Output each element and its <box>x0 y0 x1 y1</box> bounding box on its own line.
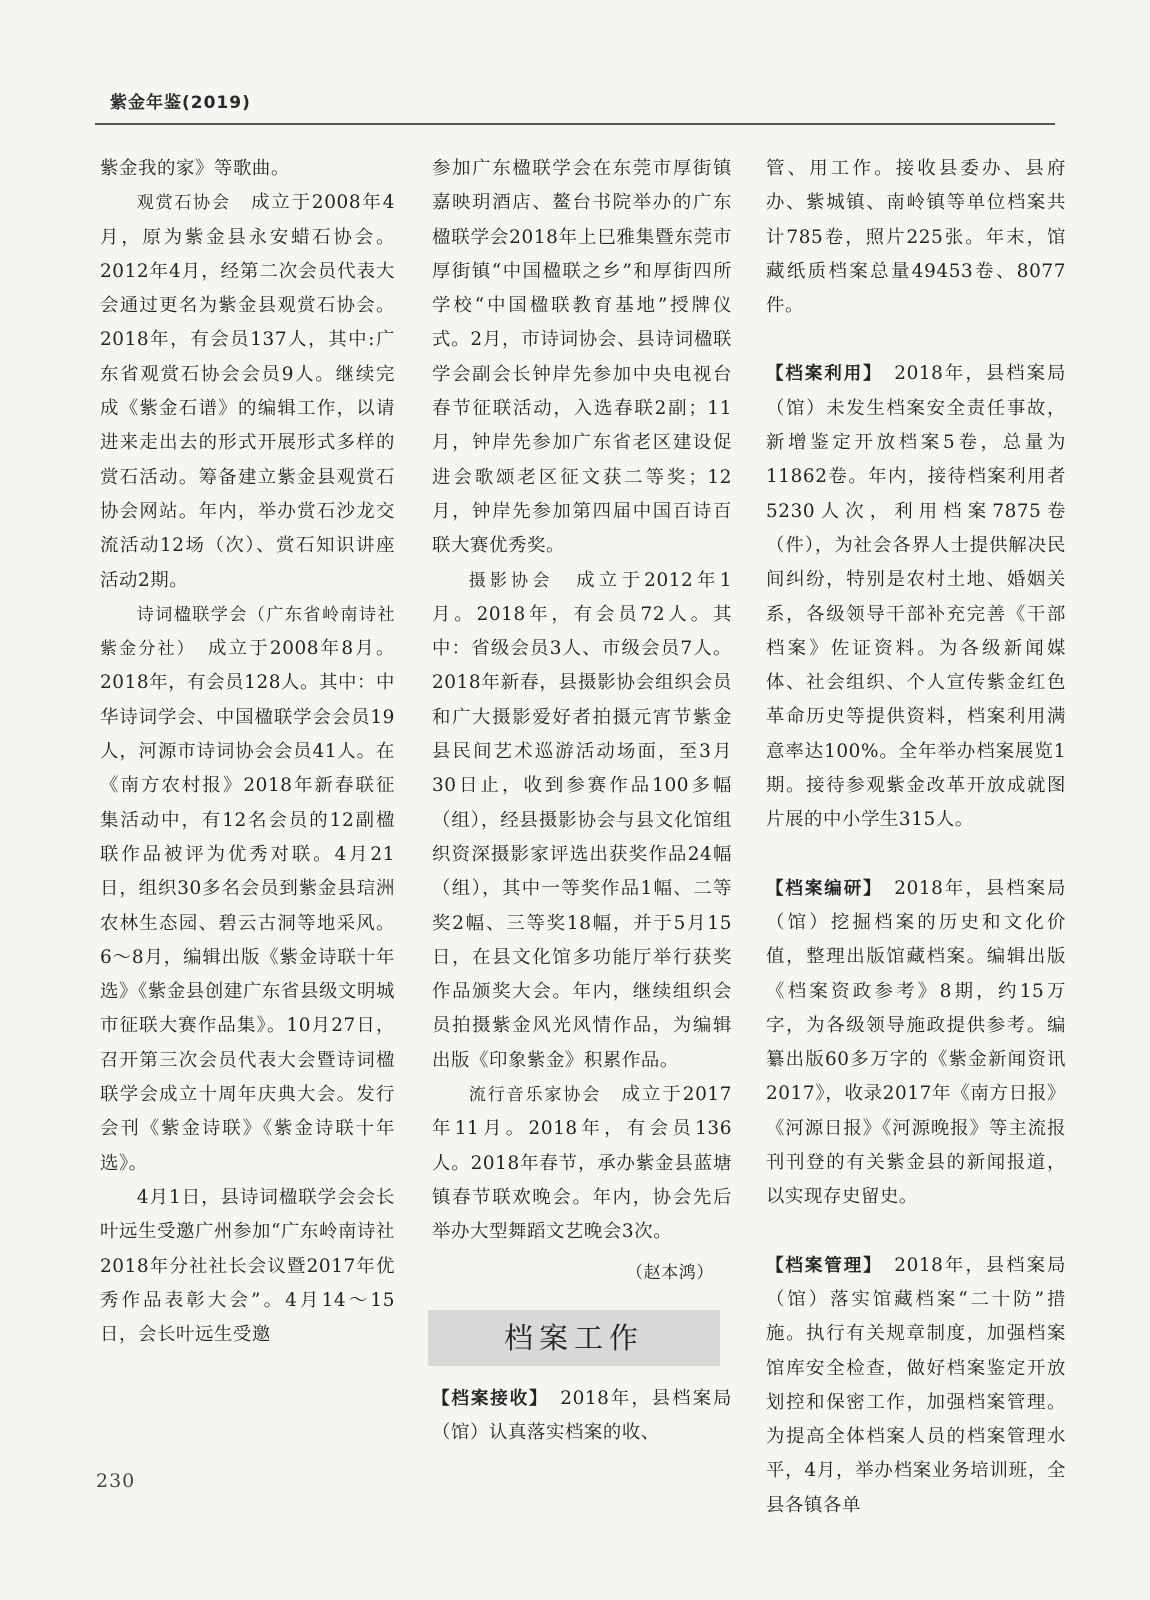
entry-lead: 诗词楹联学会（广东省岭南诗社紫金分社） <box>100 604 395 660</box>
paragraph: 参加广东楹联学会在东莞市厚街镇嘉映玥酒店、鳌台书院举办的广东楹联学会2018年上巳雅集暨东莞市厚街镇“中国楹联之乡”和厚街四所学校“中国楹联教育基地”授牌仪式。2月，市诗词协会、县诗词楹联学会副会长钟岸先参加中央电视台春节征联活动，入选春联2副；11月，钟岸先参加广东省老区建设促进会歌颂老区征文获二等奖；12月，钟岸先参加第四届中国百诗百联大赛优秀奖。 <box>432 158 732 557</box>
entry-body: 成立于2017年11月。2018年，有会员136人。2018年春节，承办紫金县蓝塘镇春节联欢晚会。年内，协会先后举办大型舞蹈文艺晚会3次。 <box>432 1084 733 1243</box>
entry-body: 成立于2008年8月。2018年，有会员128人。其中：中华诗词学会、中国楹联学会会员19人，河源市诗词协会会员41人。在《南方农村报》2018年新春联征集活动中，有12名会员的12副楹联作品被评为优秀对联。4月21日，组织30多名会员到紫金县琂洲农林生态园、碧云古洞等地采风。6～8月，编辑出版《紫金诗联十年选》《紫金县创建广东省县级文明城市征联大赛作品集》。10月27日，召开第三次会员代表大会暨诗词楹联学会成立十周年庆典大会。发行会刊《紫金诗联》《紫金诗联十年选》。 <box>100 638 396 1174</box>
paragraph: 紫金我的家》等歌曲。 <box>100 158 290 179</box>
column-2 <box>432 152 732 1450</box>
entry-body: 2018年，县档案局（馆）挖掘档案的历史和文化价值，整理出版馆藏档案。编辑出版《档案资政参考》8期，约15万字，为各级领导施政提供参考。编纂出版60多万字的《紫金新闻资讯2017》，收录2017年《南方日报》《河源日报》《河源晚报》等主流报刊刊登的有关紫金县的新闻报道，以实现存史留史。 <box>766 877 1067 1208</box>
paragraph-dangan-bianyan <box>766 872 1066 1215</box>
running-header: 紫金年鉴(2019) <box>110 93 251 113</box>
paragraph-dangan-jieshou <box>432 1382 732 1451</box>
entry-lead: 观赏石协会 <box>136 193 231 214</box>
column-3 <box>766 152 1066 1523</box>
page-number: 230 <box>96 1470 136 1492</box>
paragraph-yinyue <box>432 1078 732 1249</box>
subsection-heading: 【档案管理】 <box>766 1255 874 1276</box>
paragraph: 管、用工作。接收县委办、县府办、紫城镇、南岭镇等单位档案共计785卷，照片225张。年末，馆藏纸质档案总量49453卷、8077件。 <box>766 158 1066 317</box>
entry-lead: 流行音乐家协会 <box>468 1085 602 1106</box>
paragraph: 4月1日，县诗词楹联学会会长叶远生受邀广州参加“广东岭南诗社2018年分社社长会议暨2017年优秀作品表彰大会”。4月14～15日，会长叶远生受邀 <box>100 1186 395 1346</box>
subsection-heading: 【档案接收】 <box>432 1388 540 1409</box>
entry-lead: 摄影协会 <box>468 570 554 591</box>
section-title: 档案工作 <box>503 1320 644 1355</box>
section-title-box <box>428 1310 720 1366</box>
entry-body: 成立于2012年1月。2018年，有会员72人。其中：省级会员3人、市级会员7人。2018年新春，县摄影协会组织会员和广大摄影爱好者拍摄元宵节紫金县民间艺术巡游活动场面，至3月30日止，收到参赛作品100多幅（组），经县摄影协会与县文化馆组织资深摄影家评选出获奖作品24幅（组），其中一等奖作品1幅、二等奖2幅、三等奖18幅，并于5月15日，在县文化馆多功能厅举行获奖作品颁奖大会。年内，继续组织会员拍摄紫金风光风情作品，为编辑出版《印象紫金》积累作品。 <box>432 569 732 1071</box>
paragraph-guanshangshi <box>100 186 395 598</box>
subsection-heading: 【档案利用】 <box>766 364 874 385</box>
entry-body: 2018年，县档案局（馆）落实馆藏档案“二十防”措施。执行有关规章制度，加强档案馆库安全检查，做好档案鉴定开放划控和保密工作，加强档案管理。为提高全体档案人员的档案管理水平，4月，举办档案业务培训班，全县各镇各单 <box>766 1254 1067 1516</box>
entry-body: 2018年，县档案局（馆）未发生档案安全责任事故，新增鉴定开放档案5卷，总量为11862卷。年内，接待档案利用者5230人次，利用档案7875卷（件），为社会各界人士提供解决民间纠纷，特别是农村土地、婚姻关系，各级领导干部补充完善《干部档案》佐证资料。为各级新闻媒体、社会组织、个人宣传紫金红色革命历史等提供资料，档案利用满意率达100%。全年举办档案展览1期。接待参观紫金改革开放成就图片展的中小学生315人。 <box>766 363 1067 831</box>
entry-body: 成立于2008年4月，原为紫金县永安蜡石协会。2012年4月，经第二次会员代表大会通过更名为紫金县观赏石协会。2018年，有会员137人，其中:广东省观赏石协会会员9人。继续完成《紫金石谱》的编辑工作，以请进来走出去的形式开展形式多样的赏石活动。筹备建立紫金县观赏石协会网站。年内，举办赏石沙龙交流活动12场（次）、赏石知识讲座活动2期。 <box>100 192 396 591</box>
paragraph-shici <box>100 598 395 1181</box>
paragraph-sheying <box>432 564 732 1078</box>
header-rule <box>95 123 1055 125</box>
column-1 <box>100 152 395 1352</box>
paragraph-dangan-liyong <box>766 357 1066 837</box>
subsection-heading: 【档案编研】 <box>766 878 874 899</box>
paragraph-dangan-guanli <box>766 1249 1066 1523</box>
author-credit: （赵本鸿） <box>626 1262 714 1283</box>
entry-body: 2018年，县档案局（馆）认真落实档案的收、 <box>432 1387 733 1444</box>
